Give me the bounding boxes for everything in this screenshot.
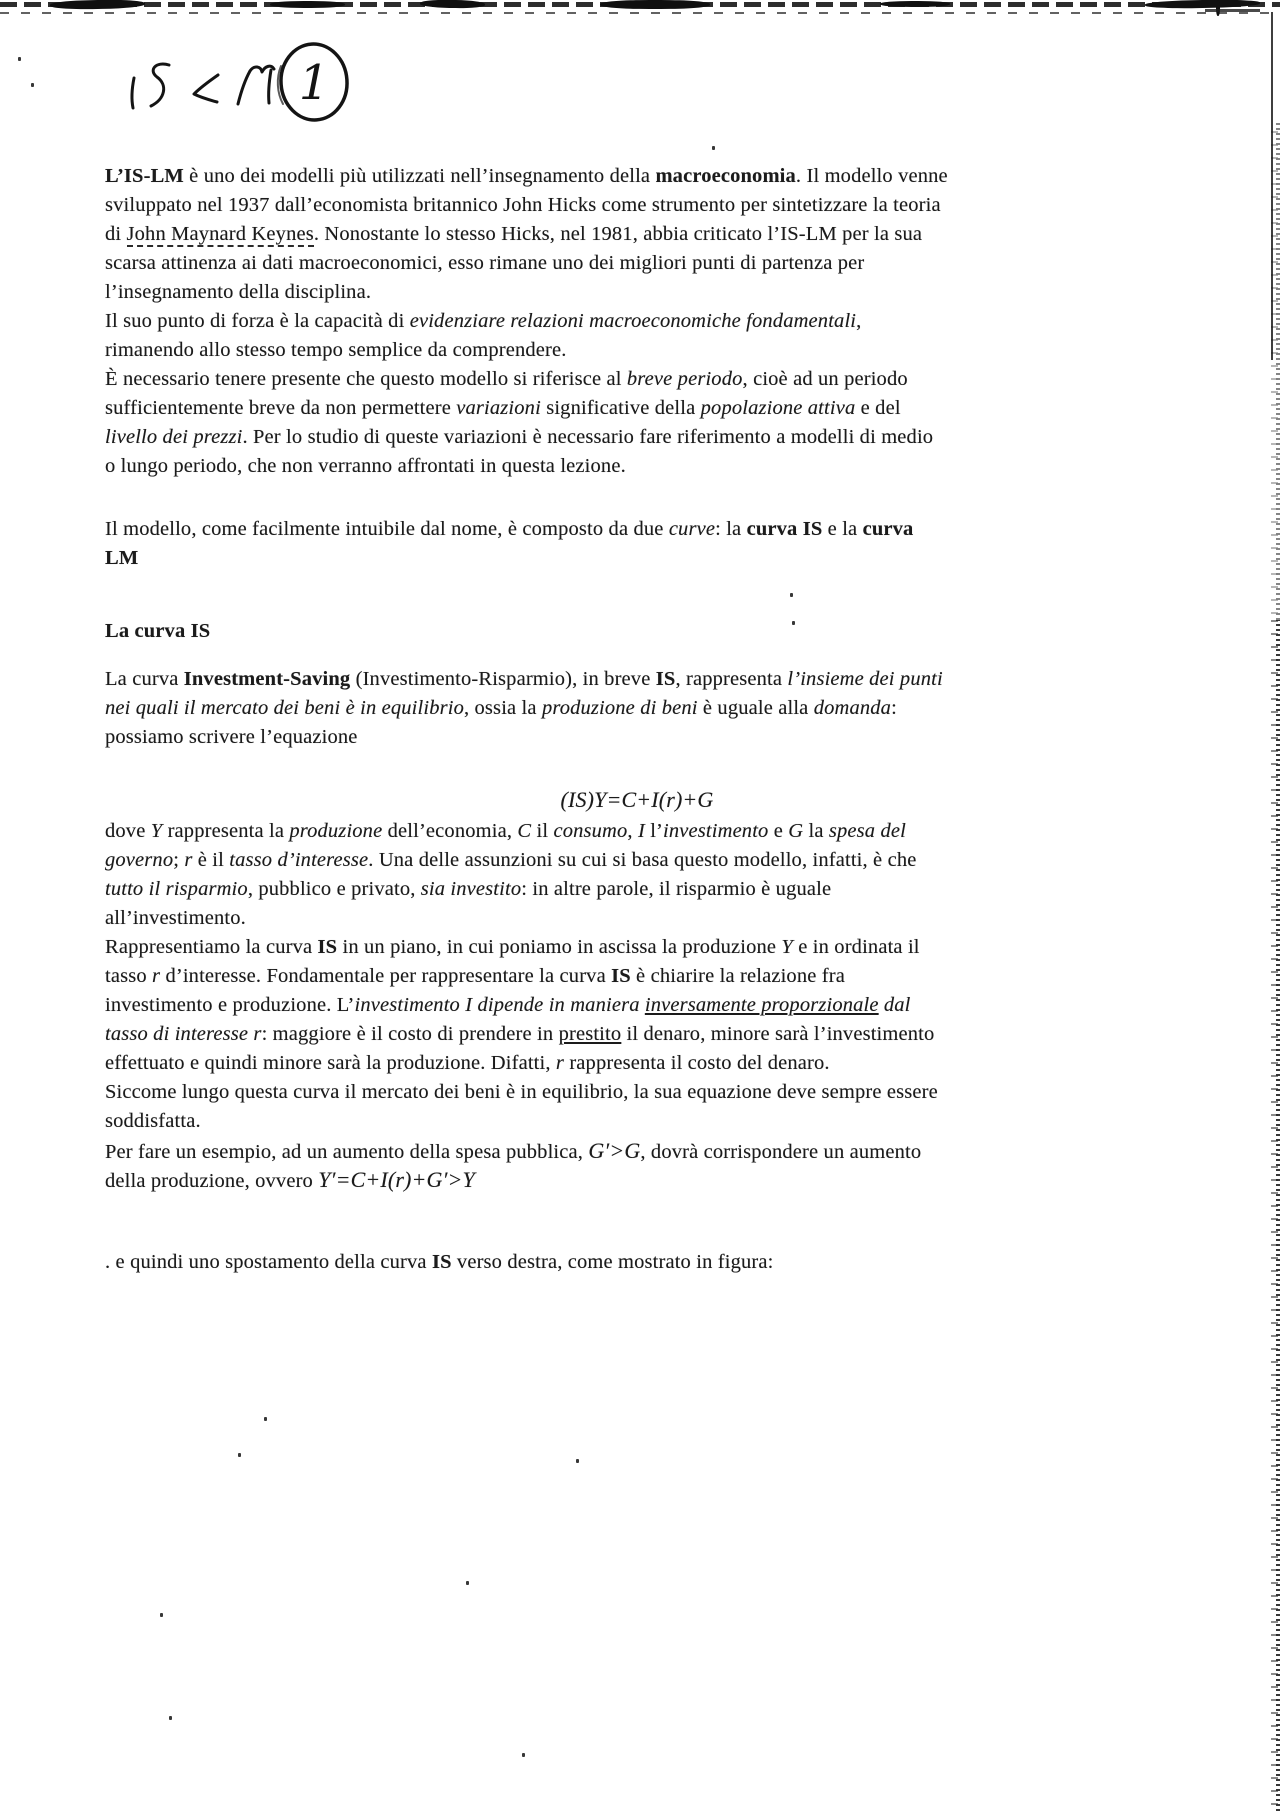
text-run: G (788, 820, 804, 842)
explanation-line (105, 962, 1169, 991)
text-run: spesa del (828, 820, 906, 842)
text-run: : (891, 697, 897, 719)
scan-speck (466, 1581, 469, 1585)
intro-line (105, 220, 1169, 249)
text-run: breve periodo (626, 368, 743, 390)
scan-blob (420, 0, 485, 9)
intro-line (105, 162, 1169, 191)
text-run: , ossia la (463, 697, 542, 719)
intro-line (105, 394, 1169, 423)
text-run: . Per lo studio di queste variazioni è necessario fare riferimento a modelli di medio (242, 426, 934, 448)
scan-speck (576, 1459, 579, 1463)
scan-dash-row (0, 12, 1280, 14)
intro-line (105, 307, 1169, 336)
text-run: È necessario tenere presente che questo modello si riferisce al (105, 368, 627, 390)
text-run: tasso (105, 965, 153, 987)
text-run: all’investimento. (105, 907, 246, 929)
text-run: r (152, 965, 161, 987)
text-run: sviluppato nel 1937 dall’economista britannico John Hicks come strumento per sintetizzare la teoria (105, 194, 941, 216)
text-run: , dovrà corrispondere un aumento (640, 1141, 922, 1163)
text-run: popolazione attiva (700, 397, 856, 419)
model-line (105, 544, 1169, 573)
text-run: Siccome lungo questa curva il mercato dei beni è in equilibrio, la sua equazione deve sempre essere (105, 1081, 938, 1103)
text-run: dal (878, 994, 911, 1016)
text-run: soddisfatta. (105, 1110, 201, 1132)
text-run: . e quindi uno spostamento della curva (105, 1251, 432, 1273)
text-run: Per fare un esempio, ad un aumento della spesa pubblica, (105, 1141, 589, 1163)
text-run: o lungo periodo, che non verranno affrontati in questa lezione. (105, 455, 626, 477)
text-run: IS (431, 1251, 452, 1273)
text-run: l’insegnamento della disciplina. (105, 281, 372, 303)
text-run: . Una delle assunzioni su cui si basa questo modello, infatti, è che (368, 849, 917, 871)
text-run: produzione di beni (541, 697, 698, 719)
scan-artifact-right-noise (1271, 120, 1280, 620)
text-run: di (105, 223, 127, 245)
text-run: scarsa attinenza ai dati macroeconomici, esso rimane uno dei migliori punti di partenza per (105, 252, 865, 274)
text-run: Il modello, come facilmente intuibile dal nome, è composto da due (105, 518, 669, 540)
text-run: è il (192, 849, 230, 871)
text-run: , (627, 820, 638, 842)
text-run: e (768, 820, 789, 842)
text-run: produzione (289, 820, 383, 842)
text-run: dove (105, 820, 151, 842)
text-run: IS (611, 965, 631, 987)
blank-space (105, 573, 1169, 617)
scan-speck (160, 1613, 163, 1617)
scan-speck (522, 1753, 525, 1757)
text-run: il denaro, minore sarà l’investimento (621, 1023, 935, 1045)
intro-line (105, 336, 1169, 365)
scan-artifact-right-noise (1271, 620, 1280, 1811)
text-run: (IS)Y=C+I(r)+G (560, 787, 714, 812)
text-run: r (555, 1052, 565, 1074)
scan-blob (880, 1, 950, 7)
text-run: (Investimento-Risparmio), in breve (350, 668, 656, 690)
scan-blob (600, 0, 710, 9)
text-run: la (803, 820, 829, 842)
explanation-line (105, 933, 1169, 962)
text-run: investimento I dipende in maniera (354, 994, 645, 1016)
text-run: l’ (644, 820, 664, 842)
text-run: rappresenta la (162, 820, 290, 842)
text-run: della produzione, ovvero (105, 1170, 319, 1192)
intro-line (105, 423, 1169, 452)
text-run: e la (822, 518, 863, 540)
text-run: John Maynard Keynes (126, 223, 314, 245)
text-run: livello dei prezzi (105, 426, 243, 448)
text-run: possiamo scrivere l’equazione (105, 726, 358, 748)
scan-speck (238, 1453, 241, 1457)
text-run: LM (105, 547, 139, 569)
text-run: dell’economia, (382, 820, 518, 842)
text-run: Y′=C+I(r)+G′>Y (318, 1167, 475, 1192)
text-run: : maggiore è il costo di prendere in (261, 1023, 559, 1045)
text-run: IS (655, 668, 676, 690)
figure-caption-line (105, 1248, 1169, 1277)
explanation-line (105, 846, 1169, 875)
text-run: in un piano, in cui poniamo in ascissa la produzione (337, 936, 782, 958)
text-run: sia investito (420, 878, 522, 900)
text-run: inversamente proporzionale (644, 994, 879, 1016)
text-run: Il suo punto di forza è la capacità di (105, 310, 410, 332)
blank-space (105, 646, 1169, 665)
text-run: governo (105, 849, 174, 871)
scan-blob (270, 1, 345, 8)
text-run: C (517, 820, 532, 842)
scan-artifact-corner-dash (1205, 9, 1260, 12)
text-run: rimanendo allo stesso tempo semplice da comprendere. (105, 339, 567, 361)
text-run: : in altre parole, il risparmio è uguale (521, 878, 832, 900)
explanation-line (105, 1020, 1169, 1049)
text-run: tasso d’interesse (229, 849, 369, 871)
text-run: è uguale alla (697, 697, 814, 719)
scan-blob (1216, 0, 1220, 16)
handwritten-title (118, 40, 358, 125)
handwritten-letter-m (269, 70, 271, 103)
is-curve-line (105, 694, 1169, 723)
explanation-line (105, 1049, 1169, 1078)
text-run: L’IS-LM (105, 165, 184, 187)
text-run: sufficientemente breve da non permettere (105, 397, 457, 419)
text-run: curve (668, 518, 716, 540)
handwritten-page-number: 1 (298, 55, 330, 111)
explanation-line (105, 875, 1169, 904)
explanation-line (105, 991, 1169, 1020)
text-run: investimento (663, 820, 769, 842)
text-run: effettuato e quindi minore sarà la produzione. Difatti, (105, 1052, 556, 1074)
text-run: La curva IS (105, 620, 211, 642)
text-run: consumo (553, 820, 628, 842)
text-run: e in ordinata il (792, 936, 920, 958)
text-run: e del (855, 397, 901, 419)
text-run: è chiarire la relazione fra (630, 965, 845, 987)
intro-line (105, 249, 1169, 278)
handwritten-letter-s (151, 64, 169, 106)
text-run: prestito (558, 1023, 622, 1045)
explanation-line (105, 1078, 1169, 1107)
explanation-line (105, 1107, 1169, 1136)
handwritten-letter-i (132, 78, 134, 108)
text-run: : la (715, 518, 747, 540)
text-run: curva IS (746, 518, 823, 540)
text-run: , pubblico e privato, (247, 878, 421, 900)
document-body (105, 162, 1169, 1277)
text-run: investimento e produzione. L’ (105, 994, 355, 1016)
text-run: . Nonostante lo stesso Hicks, nel 1981, abbia criticato l’IS-LM per la sua (313, 223, 923, 245)
text-run: macroeconomia (655, 165, 796, 187)
blank-space (105, 1194, 1169, 1248)
handwritten-letter-l (194, 75, 218, 102)
is-curve-line (105, 665, 1169, 694)
text-run: , cioè ad un periodo (742, 368, 908, 390)
scan-speck (712, 146, 715, 150)
text-run: tasso di interesse r (105, 1023, 262, 1045)
text-run: è uno dei modelli più utilizzati nell’insegnamento della (183, 165, 656, 187)
example-line (105, 1165, 1169, 1194)
text-run: significative della (540, 397, 701, 419)
section-heading-la-curva-is (105, 617, 1169, 646)
explanation-line (105, 817, 1169, 846)
scan-artifact-top-edge (0, 0, 1280, 22)
scan-blob (50, 0, 145, 10)
text-run: r (184, 849, 193, 871)
explanation-line (105, 904, 1169, 933)
scan-blob (1145, 0, 1260, 9)
text-run: evidenziare relazioni macroeconomiche fondamentali (409, 310, 857, 332)
text-run: d’interesse. Fondamentale per rappresentare la curva (160, 965, 612, 987)
text-run: . Il modello venne (795, 165, 948, 187)
text-run: Rappresentiamo la curva (105, 936, 318, 958)
text-run: G′>G (588, 1138, 641, 1163)
text-run: I (637, 820, 645, 842)
scan-speck (18, 57, 21, 61)
blank-space (105, 752, 1169, 785)
text-run: nei quali il mercato dei beni è in equilibrio (105, 697, 464, 719)
model-line (105, 515, 1169, 544)
scan-speck (264, 1417, 267, 1421)
is-curve-line (105, 723, 1169, 752)
text-run: La curva (105, 668, 184, 690)
example-line (105, 1136, 1169, 1165)
intro-line (105, 365, 1169, 394)
blank-space (105, 481, 1169, 515)
text-run: , rappresenta (675, 668, 788, 690)
text-run: curva (862, 518, 914, 540)
text-run: IS (317, 936, 338, 958)
text-run: verso destra, come mostrato in figura: (451, 1251, 774, 1273)
intro-line (105, 191, 1169, 220)
text-run: Investment-Saving (183, 668, 351, 690)
text-run: Y (150, 820, 163, 842)
text-run: , (856, 310, 862, 332)
is-equation (105, 785, 1169, 815)
text-run: il (531, 820, 554, 842)
text-run: Y (781, 936, 793, 958)
intro-line (105, 452, 1169, 481)
text-run: domanda (813, 697, 892, 719)
scan-speck (31, 83, 34, 87)
text-run: ; (173, 849, 185, 871)
intro-line (105, 278, 1169, 307)
scan-speck (169, 1716, 172, 1720)
text-run: l’insieme dei punti (787, 668, 943, 690)
text-run: rappresenta il costo del denaro. (564, 1052, 830, 1074)
text-run: variazioni (456, 397, 541, 419)
text-run: tutto il risparmio (105, 878, 248, 900)
